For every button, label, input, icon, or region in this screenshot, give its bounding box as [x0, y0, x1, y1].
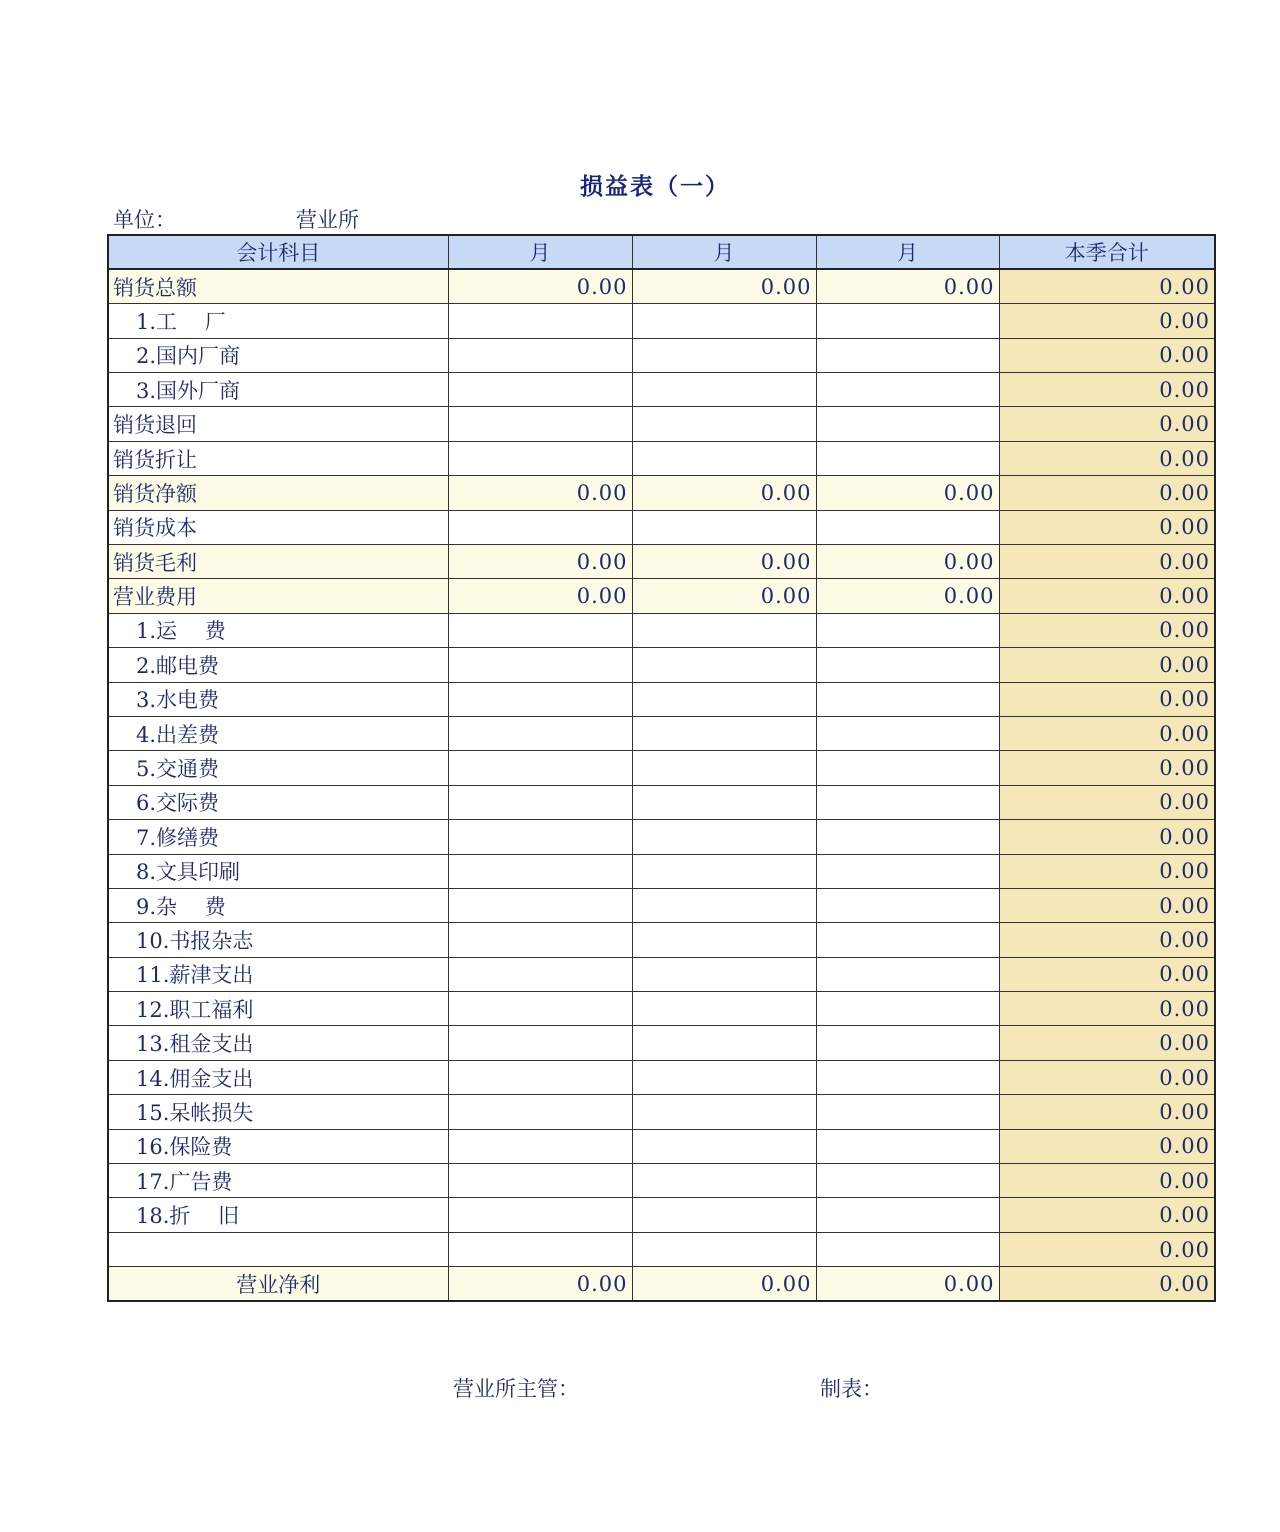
month-3-cell[interactable] — [816, 1198, 999, 1232]
month-1-cell[interactable] — [448, 854, 632, 888]
account-cell[interactable]: 15.呆帐损失 — [108, 1095, 448, 1129]
month-3-cell[interactable] — [816, 373, 999, 407]
month-2-cell[interactable] — [632, 648, 816, 682]
quarter-total-cell[interactable]: 0.00 — [999, 1164, 1215, 1198]
account-cell[interactable]: 销货总额 — [108, 269, 448, 303]
month-1-cell[interactable] — [448, 373, 632, 407]
quarter-total-cell[interactable]: 0.00 — [999, 1129, 1215, 1163]
table-row — [108, 1198, 1215, 1232]
preparer-signature-label: 制表： — [820, 1377, 883, 1401]
account-cell[interactable]: 1.运 费 — [108, 613, 448, 647]
account-cell[interactable]: 2.国内厂商 — [108, 338, 448, 372]
quarter-total-cell[interactable]: 0.00 — [999, 682, 1215, 716]
quarter-total-cell[interactable]: 0.00 — [999, 373, 1215, 407]
month-2-cell[interactable] — [632, 613, 816, 647]
account-cell[interactable]: 3.水电费 — [108, 682, 448, 716]
month-2-cell[interactable]: 0.00 — [632, 1267, 816, 1301]
month-2-cell[interactable] — [632, 716, 816, 750]
table-row — [108, 682, 1215, 716]
month-2-cell[interactable] — [632, 957, 816, 991]
account-cell[interactable]: 销货净额 — [108, 476, 448, 510]
account-cell[interactable]: 14.佣金支出 — [108, 1060, 448, 1094]
quarter-total-cell[interactable]: 0.00 — [999, 1232, 1215, 1266]
quarter-total-cell[interactable]: 0.00 — [999, 751, 1215, 785]
month-1-cell[interactable] — [448, 716, 632, 750]
account-cell[interactable]: 9.杂 费 — [108, 888, 448, 922]
header-month-3: 月 — [816, 235, 999, 269]
quarter-total-cell[interactable]: 0.00 — [999, 613, 1215, 647]
month-3-cell[interactable]: 0.00 — [816, 269, 999, 303]
account-cell[interactable]: 销货成本 — [108, 510, 448, 544]
account-cell[interactable]: 16.保险费 — [108, 1129, 448, 1163]
month-3-cell[interactable] — [816, 1164, 999, 1198]
table-row — [108, 510, 1215, 544]
header-row — [108, 235, 1215, 269]
table-row — [108, 613, 1215, 647]
month-2-cell[interactable]: 0.00 — [632, 476, 816, 510]
quarter-total-cell[interactable]: 0.00 — [999, 1267, 1215, 1301]
table-row — [108, 545, 1215, 579]
month-3-cell[interactable] — [816, 854, 999, 888]
header-quarter-total: 本季合计 — [999, 235, 1215, 269]
month-1-cell[interactable]: 0.00 — [448, 476, 632, 510]
month-2-cell[interactable] — [632, 992, 816, 1026]
quarter-total-cell[interactable]: 0.00 — [999, 545, 1215, 579]
month-3-cell[interactable] — [816, 648, 999, 682]
month-1-cell[interactable] — [448, 441, 632, 475]
month-3-cell[interactable] — [816, 751, 999, 785]
month-1-cell[interactable] — [448, 820, 632, 854]
month-1-cell[interactable]: 0.00 — [448, 545, 632, 579]
month-3-cell[interactable] — [816, 716, 999, 750]
quarter-total-cell[interactable]: 0.00 — [999, 579, 1215, 613]
table-row — [108, 476, 1215, 510]
account-cell[interactable]: 销货毛利 — [108, 545, 448, 579]
month-1-cell[interactable]: 0.00 — [448, 579, 632, 613]
quarter-total-cell[interactable]: 0.00 — [999, 441, 1215, 475]
month-2-cell[interactable]: 0.00 — [632, 269, 816, 303]
month-2-cell[interactable] — [632, 1232, 816, 1266]
quarter-total-cell[interactable]: 0.00 — [999, 888, 1215, 922]
month-3-cell[interactable]: 0.00 — [816, 579, 999, 613]
table-row — [108, 1060, 1215, 1094]
month-1-cell[interactable] — [448, 510, 632, 544]
quarter-total-cell[interactable]: 0.00 — [999, 854, 1215, 888]
month-1-cell[interactable] — [448, 751, 632, 785]
month-1-cell[interactable] — [448, 1060, 632, 1094]
month-3-cell[interactable] — [816, 785, 999, 819]
quarter-total-cell[interactable]: 0.00 — [999, 923, 1215, 957]
quarter-total-cell[interactable]: 0.00 — [999, 269, 1215, 303]
month-1-cell[interactable] — [448, 992, 632, 1026]
quarter-total-cell[interactable]: 0.00 — [999, 510, 1215, 544]
month-1-cell[interactable] — [448, 1095, 632, 1129]
quarter-total-cell[interactable]: 0.00 — [999, 338, 1215, 372]
income-statement-table — [107, 234, 1216, 1302]
table-row — [108, 1095, 1215, 1129]
month-1-cell[interactable] — [448, 1164, 632, 1198]
month-2-cell[interactable] — [632, 304, 816, 338]
month-1-cell[interactable] — [448, 888, 632, 922]
header-month-2: 月 — [632, 235, 816, 269]
table-row — [108, 888, 1215, 922]
table-row — [108, 992, 1215, 1026]
month-3-cell[interactable]: 0.00 — [816, 476, 999, 510]
month-1-cell[interactable] — [448, 338, 632, 372]
month-3-cell[interactable] — [816, 682, 999, 716]
account-cell[interactable]: 13.租金支出 — [108, 1026, 448, 1060]
month-2-cell[interactable] — [632, 1060, 816, 1094]
account-cell[interactable]: 销货折让 — [108, 441, 448, 475]
month-3-cell[interactable]: 0.00 — [816, 545, 999, 579]
unit-value: 营业所 — [296, 208, 359, 232]
month-2-cell[interactable] — [632, 854, 816, 888]
month-1-cell[interactable] — [448, 957, 632, 991]
table-row — [108, 854, 1215, 888]
table-row — [108, 957, 1215, 991]
month-2-cell[interactable] — [632, 1198, 816, 1232]
quarter-total-cell[interactable]: 0.00 — [999, 716, 1215, 750]
quarter-total-cell[interactable]: 0.00 — [999, 992, 1215, 1026]
month-1-cell[interactable]: 0.00 — [448, 1267, 632, 1301]
unit-label: 单位： — [113, 208, 176, 232]
month-3-cell[interactable] — [816, 1232, 999, 1266]
account-cell[interactable]: 销货退回 — [108, 407, 448, 441]
quarter-total-cell[interactable]: 0.00 — [999, 1060, 1215, 1094]
table-row — [108, 1232, 1215, 1266]
account-cell[interactable]: 3.国外厂商 — [108, 373, 448, 407]
table-row — [108, 648, 1215, 682]
month-2-cell[interactable] — [632, 407, 816, 441]
quarter-total-cell[interactable]: 0.00 — [999, 785, 1215, 819]
quarter-total-cell[interactable]: 0.00 — [999, 407, 1215, 441]
table-row — [108, 373, 1215, 407]
quarter-total-cell[interactable]: 0.00 — [999, 820, 1215, 854]
account-cell[interactable]: 18.折 旧 — [108, 1198, 448, 1232]
account-cell[interactable] — [108, 1232, 448, 1266]
month-2-cell[interactable] — [632, 751, 816, 785]
table-row — [108, 1026, 1215, 1060]
table-row — [108, 1164, 1215, 1198]
table-row — [108, 579, 1215, 613]
account-cell[interactable]: 营业净利 — [108, 1267, 448, 1301]
account-cell[interactable]: 5.交通费 — [108, 751, 448, 785]
quarter-total-cell[interactable]: 0.00 — [999, 957, 1215, 991]
month-1-cell[interactable] — [448, 1129, 632, 1163]
month-3-cell[interactable] — [816, 1095, 999, 1129]
account-cell[interactable]: 11.薪津支出 — [108, 957, 448, 991]
month-3-cell[interactable] — [816, 441, 999, 475]
month-3-cell[interactable] — [816, 1026, 999, 1060]
header-month-1: 月 — [448, 235, 632, 269]
month-1-cell[interactable] — [448, 648, 632, 682]
month-3-cell[interactable] — [816, 992, 999, 1026]
month-2-cell[interactable] — [632, 923, 816, 957]
month-2-cell[interactable] — [632, 441, 816, 475]
table-row — [108, 1129, 1215, 1163]
month-2-cell[interactable] — [632, 1164, 816, 1198]
quarter-total-cell[interactable]: 0.00 — [999, 648, 1215, 682]
quarter-total-cell[interactable]: 0.00 — [999, 1198, 1215, 1232]
month-3-cell[interactable] — [816, 923, 999, 957]
month-3-cell[interactable] — [816, 957, 999, 991]
account-cell[interactable]: 10.书报杂志 — [108, 923, 448, 957]
table-row — [108, 304, 1215, 338]
table-row — [108, 441, 1215, 475]
month-3-cell[interactable] — [816, 888, 999, 922]
account-cell[interactable]: 8.文具印刷 — [108, 854, 448, 888]
month-1-cell[interactable] — [448, 1232, 632, 1266]
month-1-cell[interactable]: 0.00 — [448, 269, 632, 303]
month-1-cell[interactable] — [448, 682, 632, 716]
month-1-cell[interactable] — [448, 613, 632, 647]
month-2-cell[interactable] — [632, 888, 816, 922]
month-3-cell[interactable] — [816, 1129, 999, 1163]
table-row — [108, 923, 1215, 957]
table-row — [108, 338, 1215, 372]
account-cell[interactable]: 1.工 厂 — [108, 304, 448, 338]
month-3-cell[interactable]: 0.00 — [816, 1267, 999, 1301]
month-1-cell[interactable] — [448, 407, 632, 441]
month-2-cell[interactable]: 0.00 — [632, 579, 816, 613]
month-2-cell[interactable] — [632, 682, 816, 716]
quarter-total-cell[interactable]: 0.00 — [999, 304, 1215, 338]
month-3-cell[interactable] — [816, 1060, 999, 1094]
month-2-cell[interactable] — [632, 1129, 816, 1163]
month-3-cell[interactable] — [816, 338, 999, 372]
account-cell[interactable]: 12.职工福利 — [108, 992, 448, 1026]
month-1-cell[interactable] — [448, 923, 632, 957]
month-1-cell[interactable] — [448, 304, 632, 338]
month-3-cell[interactable] — [816, 510, 999, 544]
manager-signature-label: 营业所主管： — [453, 1377, 579, 1401]
month-3-cell[interactable] — [816, 304, 999, 338]
month-2-cell[interactable] — [632, 1095, 816, 1129]
month-2-cell[interactable] — [632, 1026, 816, 1060]
account-cell[interactable]: 7.修缮费 — [108, 820, 448, 854]
account-cell[interactable]: 6.交际费 — [108, 785, 448, 819]
table-row — [108, 407, 1215, 441]
account-cell[interactable]: 营业费用 — [108, 579, 448, 613]
account-cell[interactable]: 2.邮电费 — [108, 648, 448, 682]
month-2-cell[interactable] — [632, 338, 816, 372]
quarter-total-cell[interactable]: 0.00 — [999, 1026, 1215, 1060]
table-row — [108, 785, 1215, 819]
month-1-cell[interactable] — [448, 1198, 632, 1232]
month-2-cell[interactable] — [632, 785, 816, 819]
header-account: 会计科目 — [108, 235, 448, 269]
month-2-cell[interactable] — [632, 373, 816, 407]
month-3-cell[interactable] — [816, 820, 999, 854]
month-2-cell[interactable]: 0.00 — [632, 545, 816, 579]
account-cell[interactable]: 4.出差费 — [108, 716, 448, 750]
table-row — [108, 820, 1215, 854]
table-row — [108, 1267, 1215, 1301]
quarter-total-cell[interactable]: 0.00 — [999, 1095, 1215, 1129]
table-row — [108, 716, 1215, 750]
month-3-cell[interactable] — [816, 407, 999, 441]
table-row — [108, 269, 1215, 303]
month-3-cell[interactable] — [816, 613, 999, 647]
report-title: 损益表（一） — [580, 174, 730, 200]
month-2-cell[interactable] — [632, 820, 816, 854]
month-2-cell[interactable] — [632, 510, 816, 544]
account-cell[interactable]: 17.广告费 — [108, 1164, 448, 1198]
table-row — [108, 751, 1215, 785]
quarter-total-cell[interactable]: 0.00 — [999, 476, 1215, 510]
month-1-cell[interactable] — [448, 1026, 632, 1060]
month-1-cell[interactable] — [448, 785, 632, 819]
